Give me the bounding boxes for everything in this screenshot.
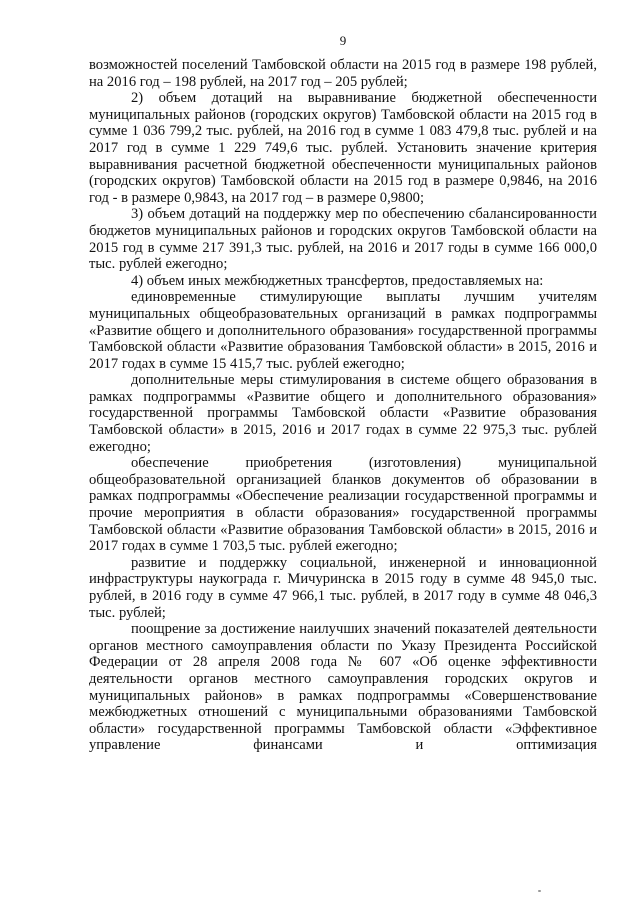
document-page: [89, 0, 597, 905]
paragraph-teacher-payments: единовременные стимулирующие выплаты лучшим учителям муниципальных общеобразовательных организаций в рамках подпрограммы «Развитие общего и дополнительного образования» государственной программы Тамбовской области «Развитие образования Тамбовской области» в 2015, 2016 и 2017 годах в сумме 15 415,7 тыс. рублей ежегодно;: [89, 289, 597, 372]
paragraph-performance-reward: поощрение за достижение наилучших значений показателей деятельности органов местного самоуправления области по Указу Президента Российской Федерации от 28 апреля 2008 года № 607 «Об оценке эффективности деятельности органов местного самоуправления городских округов и муниципальных районов» в рамках подпрограммы «Совершенствование межбюджетных отношений с муниципальными образованиями Тамбовской области» государственной программы Тамбовской области «Эффективное управление финансами и оптимизация: [89, 621, 597, 754]
scan-speck: [538, 890, 541, 892]
paragraph-other-transfers: 4) объем иных межбюджетных трансфертов, предоставляемых на:: [131, 272, 544, 289]
paragraph-continuation: возможностей поселений Тамбовской области на 2015 год в размере 198 рублей, на 2016 год – 198 рублей, на 2017 год – 205 рублей;: [89, 57, 597, 90]
paragraph-additional-incentives: дополнительные меры стимулирования в системе общего образования в рамках подпрограммы «Развитие общего и дополнительного образования» государственной программы Тамбовской области «Развитие образования Тамбовской области» в 2015, 2016 и 2017 годах в сумме 22 975,3 тыс. рублей ежегодно;: [89, 372, 597, 455]
paragraph-document-blanks: обеспечение приобретения (изготовления) муниципальной общеобразовательной организацией бланков документов об образовании в рамках подпрограммы «Обеспечение реализации государственной программы и прочие мероприятия в области образования» государственной программы Тамбовской области «Развитие образования Тамбовской области» в 2015, 2016 и 2017 годах в сумме 1 703,5 тыс. рублей ежегодно;: [89, 455, 597, 555]
page-number: 9: [339, 33, 347, 48]
document-body: [89, 57, 597, 754]
paragraph-science-city: развитие и поддержку социальной, инженерной и инновационной инфраструктуры наукограда г. Мичуринска в 2015 году в сумме 48 945,0 тыс. рублей, в 2016 году в сумме 47 966,1 тыс. рублей, в 2017 году в сумме 48 046,3 тыс. рублей;: [89, 554, 597, 621]
paragraph-equalization-subsidies: 2) объем дотаций на выравнивание бюджетной обеспеченности муниципальных районов (городских округов) Тамбовской области на 2015 год в сумме 1 036 799,2 тыс. рублей, на 2016 год в сумме 1 083 479,8 тыс. рублей и на 2017 год в сумме 1 229 749,6 тыс. рублей. Установить значение критерия выравнивания расчетной бюджетной обеспеченности муниципальных районов (городских округов) Тамбовской области на 2015 год в размере 0,9846, на 2016 год - в размере 0,9843, на 2017 год – в размере 0,9800;: [89, 90, 597, 206]
paragraph-balance-subsidies: 3) объем дотаций на поддержку мер по обеспечению сбалансированности бюджетов муниципальных районов и городских округов Тамбовской области на 2015 год в сумме 217 391,3 тыс. рублей, на 2016 и 2017 годы в сумме 166 000,0 тыс. рублей ежегодно;: [89, 206, 597, 273]
